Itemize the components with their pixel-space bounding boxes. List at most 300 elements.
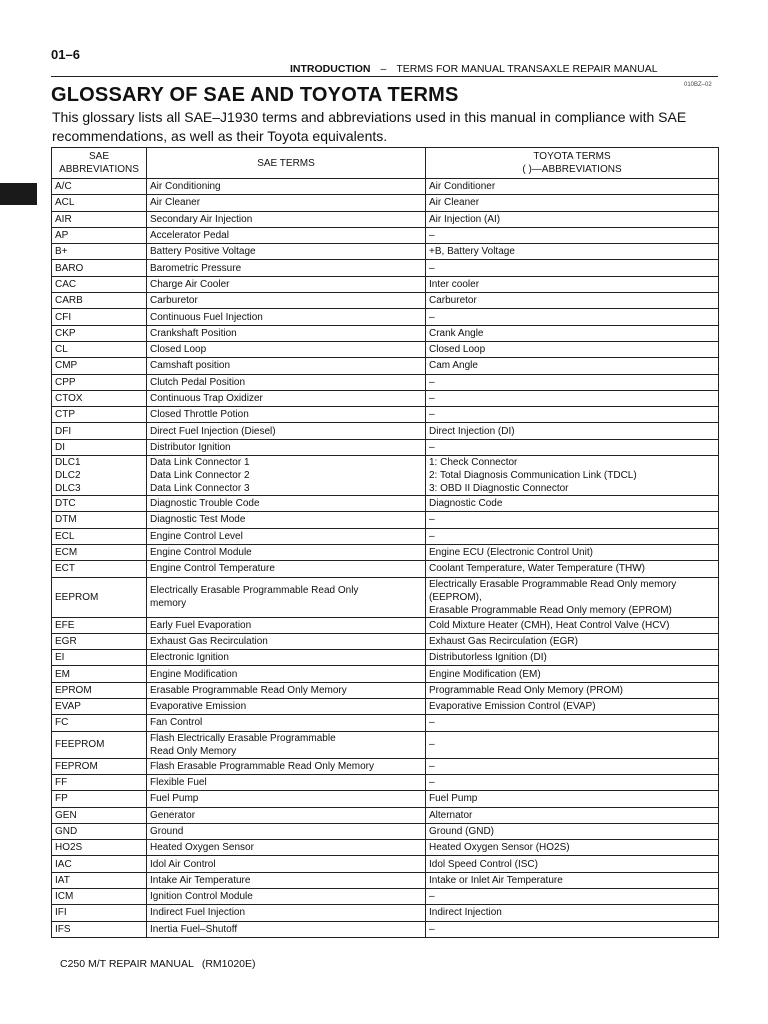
sae-term-cell-text: Fan Control: [150, 717, 203, 729]
abbreviation-cell-text: EI: [55, 652, 65, 664]
sae-term-cell: [147, 905, 426, 921]
manual-name: C250 M/T REPAIR MANUAL: [60, 958, 194, 970]
table-row: [52, 309, 719, 325]
sae-term-cell: [147, 456, 426, 496]
toyota-term-cell: [426, 561, 719, 577]
abbreviation-cell: [52, 227, 147, 243]
sae-term-cell-text: Indirect Fuel Injection: [150, 907, 246, 919]
table-row: [52, 423, 719, 439]
abbreviation-cell: [52, 309, 147, 325]
abbreviation-cell: [52, 293, 147, 309]
sae-term-cell: [147, 293, 426, 309]
sae-term-cell: [147, 179, 426, 195]
sae-term-cell-text: Ignition Control Module: [150, 891, 253, 903]
sae-term-cell: [147, 439, 426, 455]
sae-term-cell: [147, 309, 426, 325]
table-row: [52, 358, 719, 374]
manual-code: (RM1020E): [201, 958, 256, 970]
abbreviation-cell: [52, 211, 147, 227]
header-separator: –: [380, 63, 387, 75]
toyota-term-cell-text: Coolant Temperature, Water Temperature (THW): [429, 563, 646, 575]
sae-term-cell-text: Electronic Ignition: [150, 652, 229, 664]
toyota-term-cell-text: Cold Mixture Heater (CMH), Heat Control Valve (HCV): [429, 619, 670, 631]
sae-term-cell-text: Battery Positive Voltage: [150, 246, 256, 258]
abbreviation-cell-text: HO2S: [55, 842, 83, 854]
abbreviation-cell: [52, 561, 147, 577]
sae-term-cell: [147, 921, 426, 937]
toyota-term-cell-text: –: [429, 514, 435, 526]
abbreviation-cell: [52, 682, 147, 698]
sae-term-cell-text: Distributor Ignition: [150, 441, 231, 453]
table-row: [52, 856, 719, 872]
toyota-term-cell-text: (EEPROM),: [429, 591, 482, 603]
abbreviation-cell-text: BARO: [55, 262, 84, 274]
abbreviation-cell-text: B+: [55, 246, 68, 258]
toyota-term-cell-text: 1: Check Connector: [429, 457, 518, 469]
toyota-term-cell: [426, 358, 719, 374]
toyota-term-cell: [426, 325, 719, 341]
abbreviation-cell-text: EPROM: [55, 684, 92, 696]
abbreviation-cell-text: ACL: [55, 197, 75, 209]
sae-term-cell: [147, 496, 426, 512]
abbreviation-cell: [52, 325, 147, 341]
table-row: [52, 293, 719, 309]
sae-term-cell: [147, 407, 426, 423]
toyota-term-cell: [426, 650, 719, 666]
page-title: GLOSSARY OF SAE AND TOYOTA TERMS: [51, 84, 459, 106]
table-row: [52, 682, 719, 698]
header-sae-abbreviations: [52, 148, 147, 179]
toyota-term-cell: [426, 211, 719, 227]
sae-term-cell-text: Clutch Pedal Position: [150, 376, 246, 388]
toyota-term-cell-text: –: [429, 441, 435, 453]
table-row: [52, 179, 719, 195]
abbreviation-cell-text: CL: [55, 344, 68, 356]
abbreviation-cell-text: ECL: [55, 530, 75, 542]
sae-term-cell-text: Engine Modification: [150, 668, 238, 680]
toyota-term-cell-text: Air Injection (AI): [429, 213, 501, 225]
table-row: [52, 666, 719, 682]
sae-term-cell-text: Early Fuel Evaporation: [150, 619, 252, 631]
toyota-term-cell-text: Direct Injection (DI): [429, 425, 515, 437]
toyota-term-cell-text: –: [429, 777, 435, 789]
abbreviation-cell-text: FEEPROM: [55, 739, 105, 751]
header-text: SAE TERMS: [257, 157, 315, 169]
sae-term-cell-text: Continuous Trap Oxidizer: [150, 393, 263, 404]
table-row: [52, 774, 719, 790]
toyota-term-cell-text: 2: Total Diagnosis Communication Link (TDCL): [429, 470, 637, 482]
sae-term-cell: [147, 650, 426, 666]
toyota-term-cell-text: Indirect Injection: [429, 907, 502, 919]
toyota-term-cell-text: 3: OBD II Diagnostic Connector: [429, 483, 569, 495]
toyota-term-cell: [426, 731, 719, 758]
section-tab-marker: [0, 183, 37, 205]
toyota-term-cell: [426, 823, 719, 839]
abbreviation-cell-text: EGR: [55, 635, 77, 647]
sae-term-cell: [147, 276, 426, 292]
sae-term-cell-text: Read Only Memory: [150, 745, 237, 757]
abbreviation-cell-text: DLC1: [55, 457, 81, 469]
toyota-term-cell: [426, 456, 719, 496]
abbreviation-cell-text: GEN: [55, 809, 77, 821]
abbreviation-cell: [52, 888, 147, 904]
abbreviation-cell: [52, 617, 147, 633]
sae-term-cell-text: Data Link Connector 1: [150, 457, 250, 469]
abbreviation-cell-text: CFI: [55, 311, 72, 323]
sae-term-cell: [147, 699, 426, 715]
toyota-term-cell-text: –: [429, 717, 435, 729]
toyota-term-cell: [426, 227, 719, 243]
abbreviation-cell: [52, 407, 147, 423]
header-text: ( )—ABBREVIATIONS: [522, 164, 622, 175]
sae-term-cell-text: Charge Air Cooler: [150, 278, 230, 290]
toyota-term-cell: [426, 179, 719, 195]
sae-term-cell-text: Exhaust Gas Recirculation: [150, 635, 268, 647]
abbreviation-cell: [52, 758, 147, 774]
abbreviation-cell: [52, 423, 147, 439]
toyota-term-cell: [426, 888, 719, 904]
sae-term-cell: [147, 888, 426, 904]
toyota-term-cell: [426, 276, 719, 292]
abbreviation-cell: [52, 179, 147, 195]
abbreviation-cell: [52, 633, 147, 649]
toyota-term-cell: [426, 528, 719, 544]
table-header-row: [52, 148, 719, 179]
subsection-name: TERMS FOR MANUAL TRANSAXLE REPAIR MANUAL: [396, 63, 658, 75]
table-row: [52, 807, 719, 823]
sae-term-cell: [147, 512, 426, 528]
sae-term-cell: [147, 423, 426, 439]
abbreviation-cell-text: CARB: [55, 295, 83, 307]
sae-term-cell: [147, 195, 426, 211]
toyota-term-cell-text: Cam Angle: [429, 360, 478, 372]
toyota-term-cell-text: –: [429, 230, 435, 242]
page-footer: [60, 958, 256, 970]
toyota-term-cell-text: Programmable Read Only Memory (PROM): [429, 684, 623, 696]
abbreviation-cell-text: EVAP: [55, 701, 81, 713]
sae-term-cell: [147, 341, 426, 357]
toyota-term-cell-text: –: [429, 923, 435, 935]
toyota-term-cell-text: Carburetor: [429, 295, 477, 307]
toyota-term-cell: [426, 407, 719, 423]
table-row: [52, 699, 719, 715]
abbreviation-cell-text: ECT: [55, 563, 75, 575]
sae-term-cell-text: Engine Control Level: [150, 530, 243, 542]
toyota-term-cell: [426, 791, 719, 807]
abbreviation-cell-text: FF: [55, 777, 68, 789]
table-row: [52, 528, 719, 544]
abbreviation-cell-text: IAC: [55, 858, 72, 870]
header-text: TOYOTA TERMS: [533, 151, 611, 162]
abbreviation-cell-text: ICM: [55, 891, 74, 903]
toyota-term-cell-text: Crank Angle: [429, 327, 484, 339]
toyota-term-cell: [426, 633, 719, 649]
toyota-term-cell-text: –: [429, 393, 435, 404]
toyota-term-cell-text: –: [429, 760, 435, 772]
abbreviation-cell-text: FEPROM: [55, 760, 98, 772]
abbreviation-cell-text: DTM: [55, 514, 77, 526]
table-row: [52, 211, 719, 227]
toyota-term-cell-text: Exhaust Gas Recirculation (EGR): [429, 635, 578, 647]
sae-term-cell-text: Barometric Pressure: [150, 262, 242, 274]
table-row: [52, 715, 719, 731]
toyota-term-cell: [426, 309, 719, 325]
sae-term-cell-text: Diagnostic Test Mode: [150, 514, 246, 526]
toyota-term-cell: [426, 293, 719, 309]
toyota-term-cell-text: +B, Battery Voltage: [429, 246, 515, 258]
sae-term-cell-text: Ground: [150, 825, 184, 837]
sae-term-cell-text: Carburetor: [150, 295, 198, 307]
toyota-term-cell-text: –: [429, 376, 435, 388]
abbreviation-cell: [52, 439, 147, 455]
toyota-term-cell-text: Inter cooler: [429, 278, 480, 290]
table-row: [52, 276, 719, 292]
toyota-term-cell: [426, 715, 719, 731]
toyota-term-cell-text: Engine ECU (Electronic Control Unit): [429, 547, 593, 559]
toyota-term-cell-text: Idol Speed Control (ISC): [429, 858, 538, 870]
header-toyota-terms: [426, 148, 719, 179]
sae-term-cell: [147, 840, 426, 856]
sae-term-cell: [147, 244, 426, 260]
abbreviation-cell: [52, 544, 147, 560]
header-text: ABBREVIATIONS: [59, 164, 139, 175]
toyota-term-cell: [426, 390, 719, 406]
sae-term-cell-text: Air Conditioning: [150, 181, 221, 193]
table-row: [52, 577, 719, 617]
sae-term-cell: [147, 617, 426, 633]
abbreviation-cell-text: CTOX: [55, 393, 83, 404]
abbreviation-cell: [52, 260, 147, 276]
toyota-term-cell-text: –: [429, 530, 435, 542]
running-header: [290, 63, 658, 75]
header-rule: [51, 76, 718, 77]
abbreviation-cell-text: CKP: [55, 327, 76, 339]
page-number: 01–6: [51, 47, 80, 62]
sae-term-cell-text: Continuous Fuel Injection: [150, 311, 263, 323]
abbreviation-cell: [52, 374, 147, 390]
toyota-term-cell: [426, 921, 719, 937]
table-row: [52, 544, 719, 560]
sae-term-cell: [147, 872, 426, 888]
toyota-term-cell-text: –: [429, 891, 435, 903]
table-row: [52, 633, 719, 649]
table-row: [52, 791, 719, 807]
abbreviation-cell-text: CAC: [55, 278, 77, 290]
abbreviation-cell: [52, 731, 147, 758]
toyota-term-cell-text: –: [429, 409, 435, 421]
toyota-term-cell: [426, 341, 719, 357]
sae-term-cell: [147, 731, 426, 758]
sae-term-cell: [147, 633, 426, 649]
abbreviation-cell-text: DFI: [55, 425, 72, 437]
toyota-term-cell: [426, 244, 719, 260]
toyota-term-cell-text: Erasable Programmable Read Only memory (EPROM): [429, 604, 672, 616]
sae-term-cell-text: Accelerator Pedal: [150, 230, 229, 242]
sae-term-cell-text: Crankshaft Position: [150, 327, 237, 339]
sae-term-cell-text: Fuel Pump: [150, 793, 199, 805]
sae-term-cell: [147, 211, 426, 227]
sae-term-cell: [147, 358, 426, 374]
table-row: [52, 496, 719, 512]
toyota-term-cell-text: Electrically Erasable Programmable Read Only memory: [429, 578, 677, 590]
abbreviation-cell: [52, 456, 147, 496]
sae-term-cell-text: Engine Control Module: [150, 547, 252, 559]
abbreviation-cell: [52, 840, 147, 856]
toyota-term-cell: [426, 774, 719, 790]
sae-term-cell: [147, 715, 426, 731]
toyota-term-cell-text: –: [429, 262, 435, 274]
table-row: [52, 407, 719, 423]
sae-term-cell: [147, 666, 426, 682]
abbreviation-cell: [52, 921, 147, 937]
abbreviation-cell: [52, 666, 147, 682]
sae-term-cell-text: Data Link Connector 2: [150, 470, 250, 482]
toyota-term-cell: [426, 856, 719, 872]
sae-term-cell-text: Electrically Erasable Programmable Read Only: [150, 585, 359, 597]
table-row: [52, 325, 719, 341]
table-row: [52, 561, 719, 577]
abbreviation-cell: [52, 872, 147, 888]
toyota-term-cell: [426, 374, 719, 390]
table-row: [52, 244, 719, 260]
toyota-term-cell-text: –: [429, 311, 435, 323]
abbreviation-cell: [52, 905, 147, 921]
toyota-term-cell: [426, 682, 719, 698]
sae-term-cell-text: Evaporative Emission: [150, 701, 247, 713]
section-name: INTRODUCTION: [290, 63, 371, 75]
abbreviation-cell: [52, 244, 147, 260]
figure-code: 010BZ–02: [684, 82, 712, 88]
sae-term-cell: [147, 528, 426, 544]
table-row: [52, 260, 719, 276]
abbreviation-cell-text: EM: [55, 668, 70, 680]
sae-term-cell-text: Inertia Fuel–Shutoff: [150, 923, 238, 935]
abbreviation-cell: [52, 276, 147, 292]
table-row: [52, 731, 719, 758]
sae-term-cell: [147, 758, 426, 774]
table-row: [52, 390, 719, 406]
abbreviation-cell-text: DLC2: [55, 470, 81, 482]
sae-term-cell: [147, 791, 426, 807]
sae-term-cell: [147, 374, 426, 390]
table-row: [52, 195, 719, 211]
toyota-term-cell-text: Fuel Pump: [429, 793, 478, 805]
toyota-term-cell-text: Heated Oxygen Sensor (HO2S): [429, 842, 570, 854]
abbreviation-cell: [52, 856, 147, 872]
table-row: [52, 227, 719, 243]
glossary-table: [51, 147, 719, 938]
sae-term-cell: [147, 227, 426, 243]
abbreviation-cell: [52, 791, 147, 807]
abbreviation-cell-text: DTC: [55, 498, 76, 510]
toyota-term-cell-text: Ground (GND): [429, 825, 495, 837]
sae-term-cell-text: Heated Oxygen Sensor: [150, 842, 254, 854]
abbreviation-cell: [52, 715, 147, 731]
intro-paragraph: This glossary lists all SAE–J1930 terms and abbreviations used in this manual in compliance with SAE recommendations, as well as their Toyota equivalents.: [52, 109, 687, 144]
toyota-term-cell: [426, 905, 719, 921]
header-sae-terms: [147, 148, 426, 179]
sae-term-cell-text: memory: [150, 598, 187, 610]
toyota-term-cell-text: Alternator: [429, 809, 473, 821]
toyota-term-cell: [426, 699, 719, 715]
sae-term-cell-text: Secondary Air Injection: [150, 213, 253, 225]
table-row: [52, 617, 719, 633]
toyota-term-cell: [426, 195, 719, 211]
toyota-term-cell: [426, 260, 719, 276]
table-row: [52, 650, 719, 666]
glossary-body: [52, 179, 719, 938]
abbreviation-cell: [52, 699, 147, 715]
abbreviation-cell-text: GND: [55, 825, 78, 837]
toyota-term-cell: [426, 423, 719, 439]
sae-term-cell-text: Flash Electrically Erasable Programmable: [150, 732, 336, 744]
table-row: [52, 341, 719, 357]
toyota-term-cell-text: Engine Modification (EM): [429, 668, 541, 680]
toyota-term-cell: [426, 496, 719, 512]
abbreviation-cell-text: DI: [55, 441, 65, 453]
table-row: [52, 374, 719, 390]
sae-term-cell: [147, 774, 426, 790]
abbreviation-cell-text: AIR: [55, 213, 72, 225]
sae-term-cell: [147, 260, 426, 276]
toyota-term-cell-text: –: [429, 739, 435, 751]
toyota-term-cell-text: Air Conditioner: [429, 181, 496, 193]
abbreviation-cell-text: EFE: [55, 619, 75, 631]
table-row: [52, 888, 719, 904]
sae-term-cell-text: Intake Air Temperature: [150, 874, 251, 886]
abbreviation-cell-text: FP: [55, 793, 68, 805]
table-row: [52, 758, 719, 774]
sae-term-cell-text: Air Cleaner: [150, 197, 201, 209]
abbreviation-cell: [52, 341, 147, 357]
sae-term-cell: [147, 544, 426, 560]
sae-term-cell-text: Camshaft position: [150, 360, 231, 372]
abbreviation-cell: [52, 528, 147, 544]
abbreviation-cell: [52, 823, 147, 839]
sae-term-cell-text: Engine Control Temperature: [150, 563, 275, 575]
toyota-term-cell: [426, 439, 719, 455]
table-row: [52, 456, 719, 496]
sae-term-cell: [147, 682, 426, 698]
abbreviation-cell-text: CMP: [55, 360, 78, 372]
table-row: [52, 439, 719, 455]
abbreviation-cell: [52, 774, 147, 790]
sae-term-cell-text: Direct Fuel Injection (Diesel): [150, 425, 276, 437]
abbreviation-cell-text: DLC3: [55, 483, 81, 495]
sae-term-cell-text: Closed Loop: [150, 344, 207, 356]
table-row: [52, 921, 719, 937]
abbreviation-cell: [52, 807, 147, 823]
sae-term-cell-text: Flexible Fuel: [150, 777, 207, 789]
table-row: [52, 905, 719, 921]
sae-term-cell-text: Generator: [150, 809, 196, 821]
sae-term-cell-text: Diagnostic Trouble Code: [150, 498, 260, 510]
sae-term-cell-text: Flash Erasable Programmable Read Only Memory: [150, 760, 374, 772]
sae-term-cell-text: Idol Air Control: [150, 858, 216, 870]
abbreviation-cell-text: AP: [55, 230, 69, 242]
sae-term-cell: [147, 807, 426, 823]
sae-term-cell-text: Data Link Connector 3: [150, 483, 250, 495]
toyota-term-cell: [426, 666, 719, 682]
table-row: [52, 512, 719, 528]
abbreviation-cell: [52, 496, 147, 512]
abbreviation-cell: [52, 358, 147, 374]
toyota-term-cell: [426, 807, 719, 823]
abbreviation-cell: [52, 195, 147, 211]
sae-term-cell: [147, 856, 426, 872]
abbreviation-cell: [52, 390, 147, 406]
abbreviation-cell: [52, 650, 147, 666]
